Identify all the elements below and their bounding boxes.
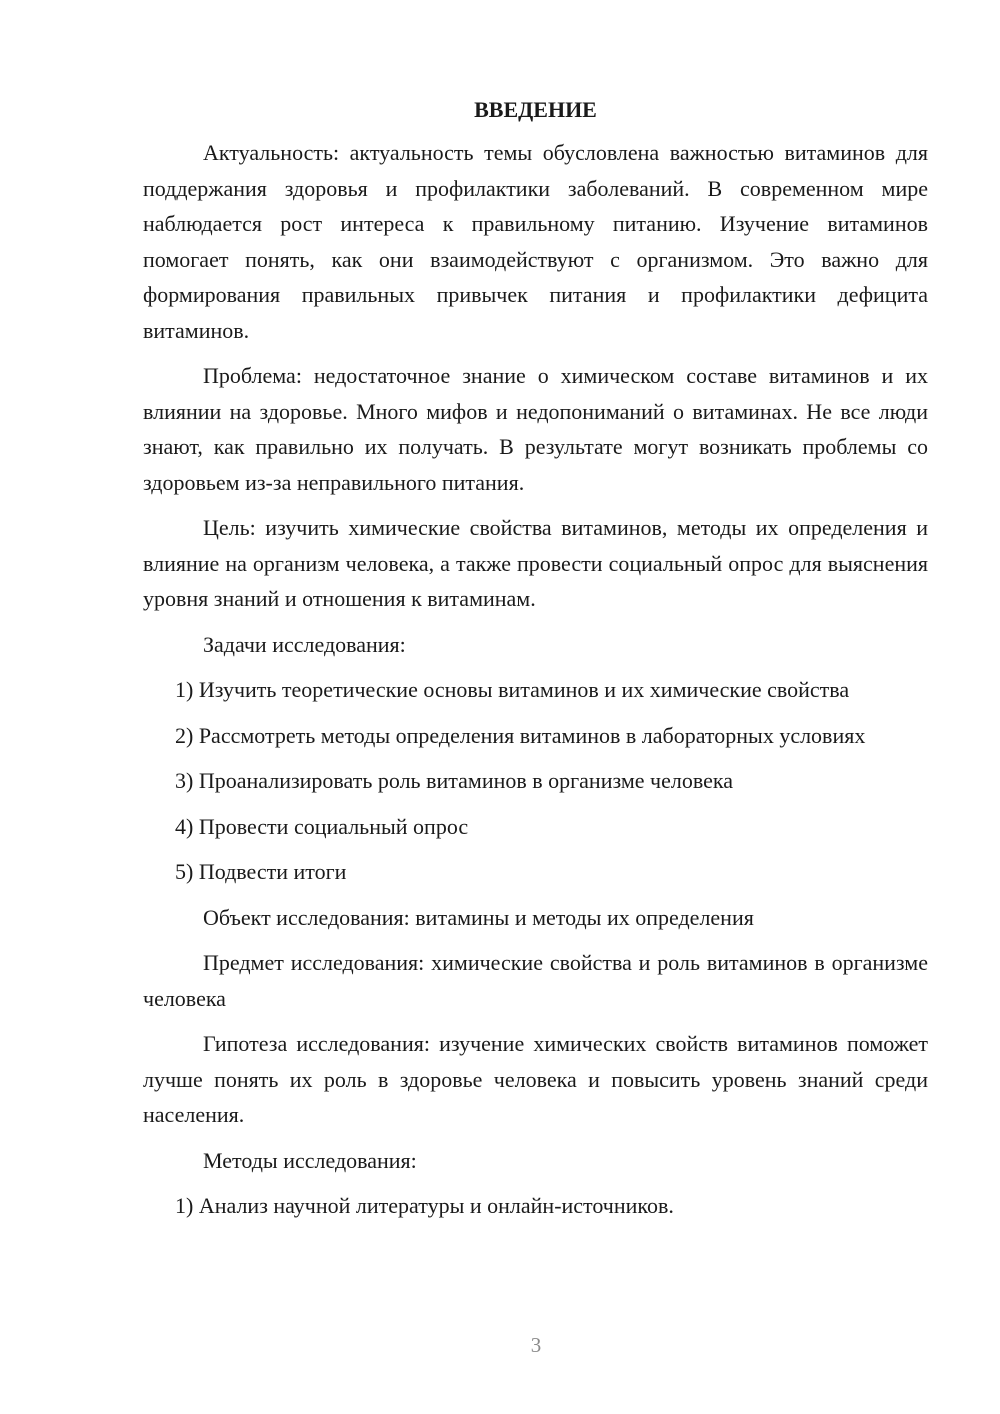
- task-item: 1) Изучить теоретические основы витаминов и их химические свойства: [175, 677, 850, 702]
- task-item: 4) Провести социальный опрос: [175, 813, 469, 839]
- problem-paragraph: Проблема: недостаточное знание о химическом составе витаминов и их влиянии на здоровье. Много мифов и недопониманий о витаминах. Не все люди знают, как правильно их получать. В результате могут возникать проблемы со здоровьем из-за неправильного питания.: [143, 363, 928, 495]
- methods-heading: Методы исследования:: [203, 1147, 417, 1173]
- task-item: 2) Рассмотреть методы определения витаминов в лабораторных условиях: [175, 722, 866, 748]
- hypothesis-paragraph: Гипотеза исследования: изучение химических свойств витаминов поможет лучше понять их роль в здоровье человека и повысить уровень знаний среди населения.: [143, 1031, 928, 1127]
- subject-paragraph: Предмет исследования: химические свойства и роль витаминов в организме человека: [143, 950, 928, 1011]
- goal-paragraph: Цель: изучить химические свойства витаминов, методы их определения и влияние на организм человека, а также провести социальный опрос для выяснения уровня знаний и отношения к витаминам.: [143, 515, 928, 611]
- method-item: 1) Анализ научной литературы и онлайн-источников.: [175, 1193, 674, 1218]
- page-number: 3: [530, 1333, 542, 1357]
- document-page: [143, 95, 928, 1234]
- task-item: 5) Подвести итоги: [175, 859, 347, 884]
- page-title: ВВЕДЕНИЕ: [474, 97, 597, 122]
- tasks-heading: Задачи исследования:: [203, 631, 406, 657]
- relevance-paragraph: Актуальность: актуальность темы обусловлена важностью витаминов для поддержания здоровья и профилактики заболеваний. В современном мире наблюдается рост интереса к правильному питанию. Изучение витаминов помогает понять, как они взаимодействуют с организмом. Это важно для формирования правильных привычек питания и профилактики дефицита витаминов.: [143, 140, 928, 343]
- task-item: 3) Проанализировать роль витаминов в организме человека: [175, 768, 733, 793]
- object-paragraph: Объект исследования: витамины и методы их определения: [203, 904, 754, 930]
